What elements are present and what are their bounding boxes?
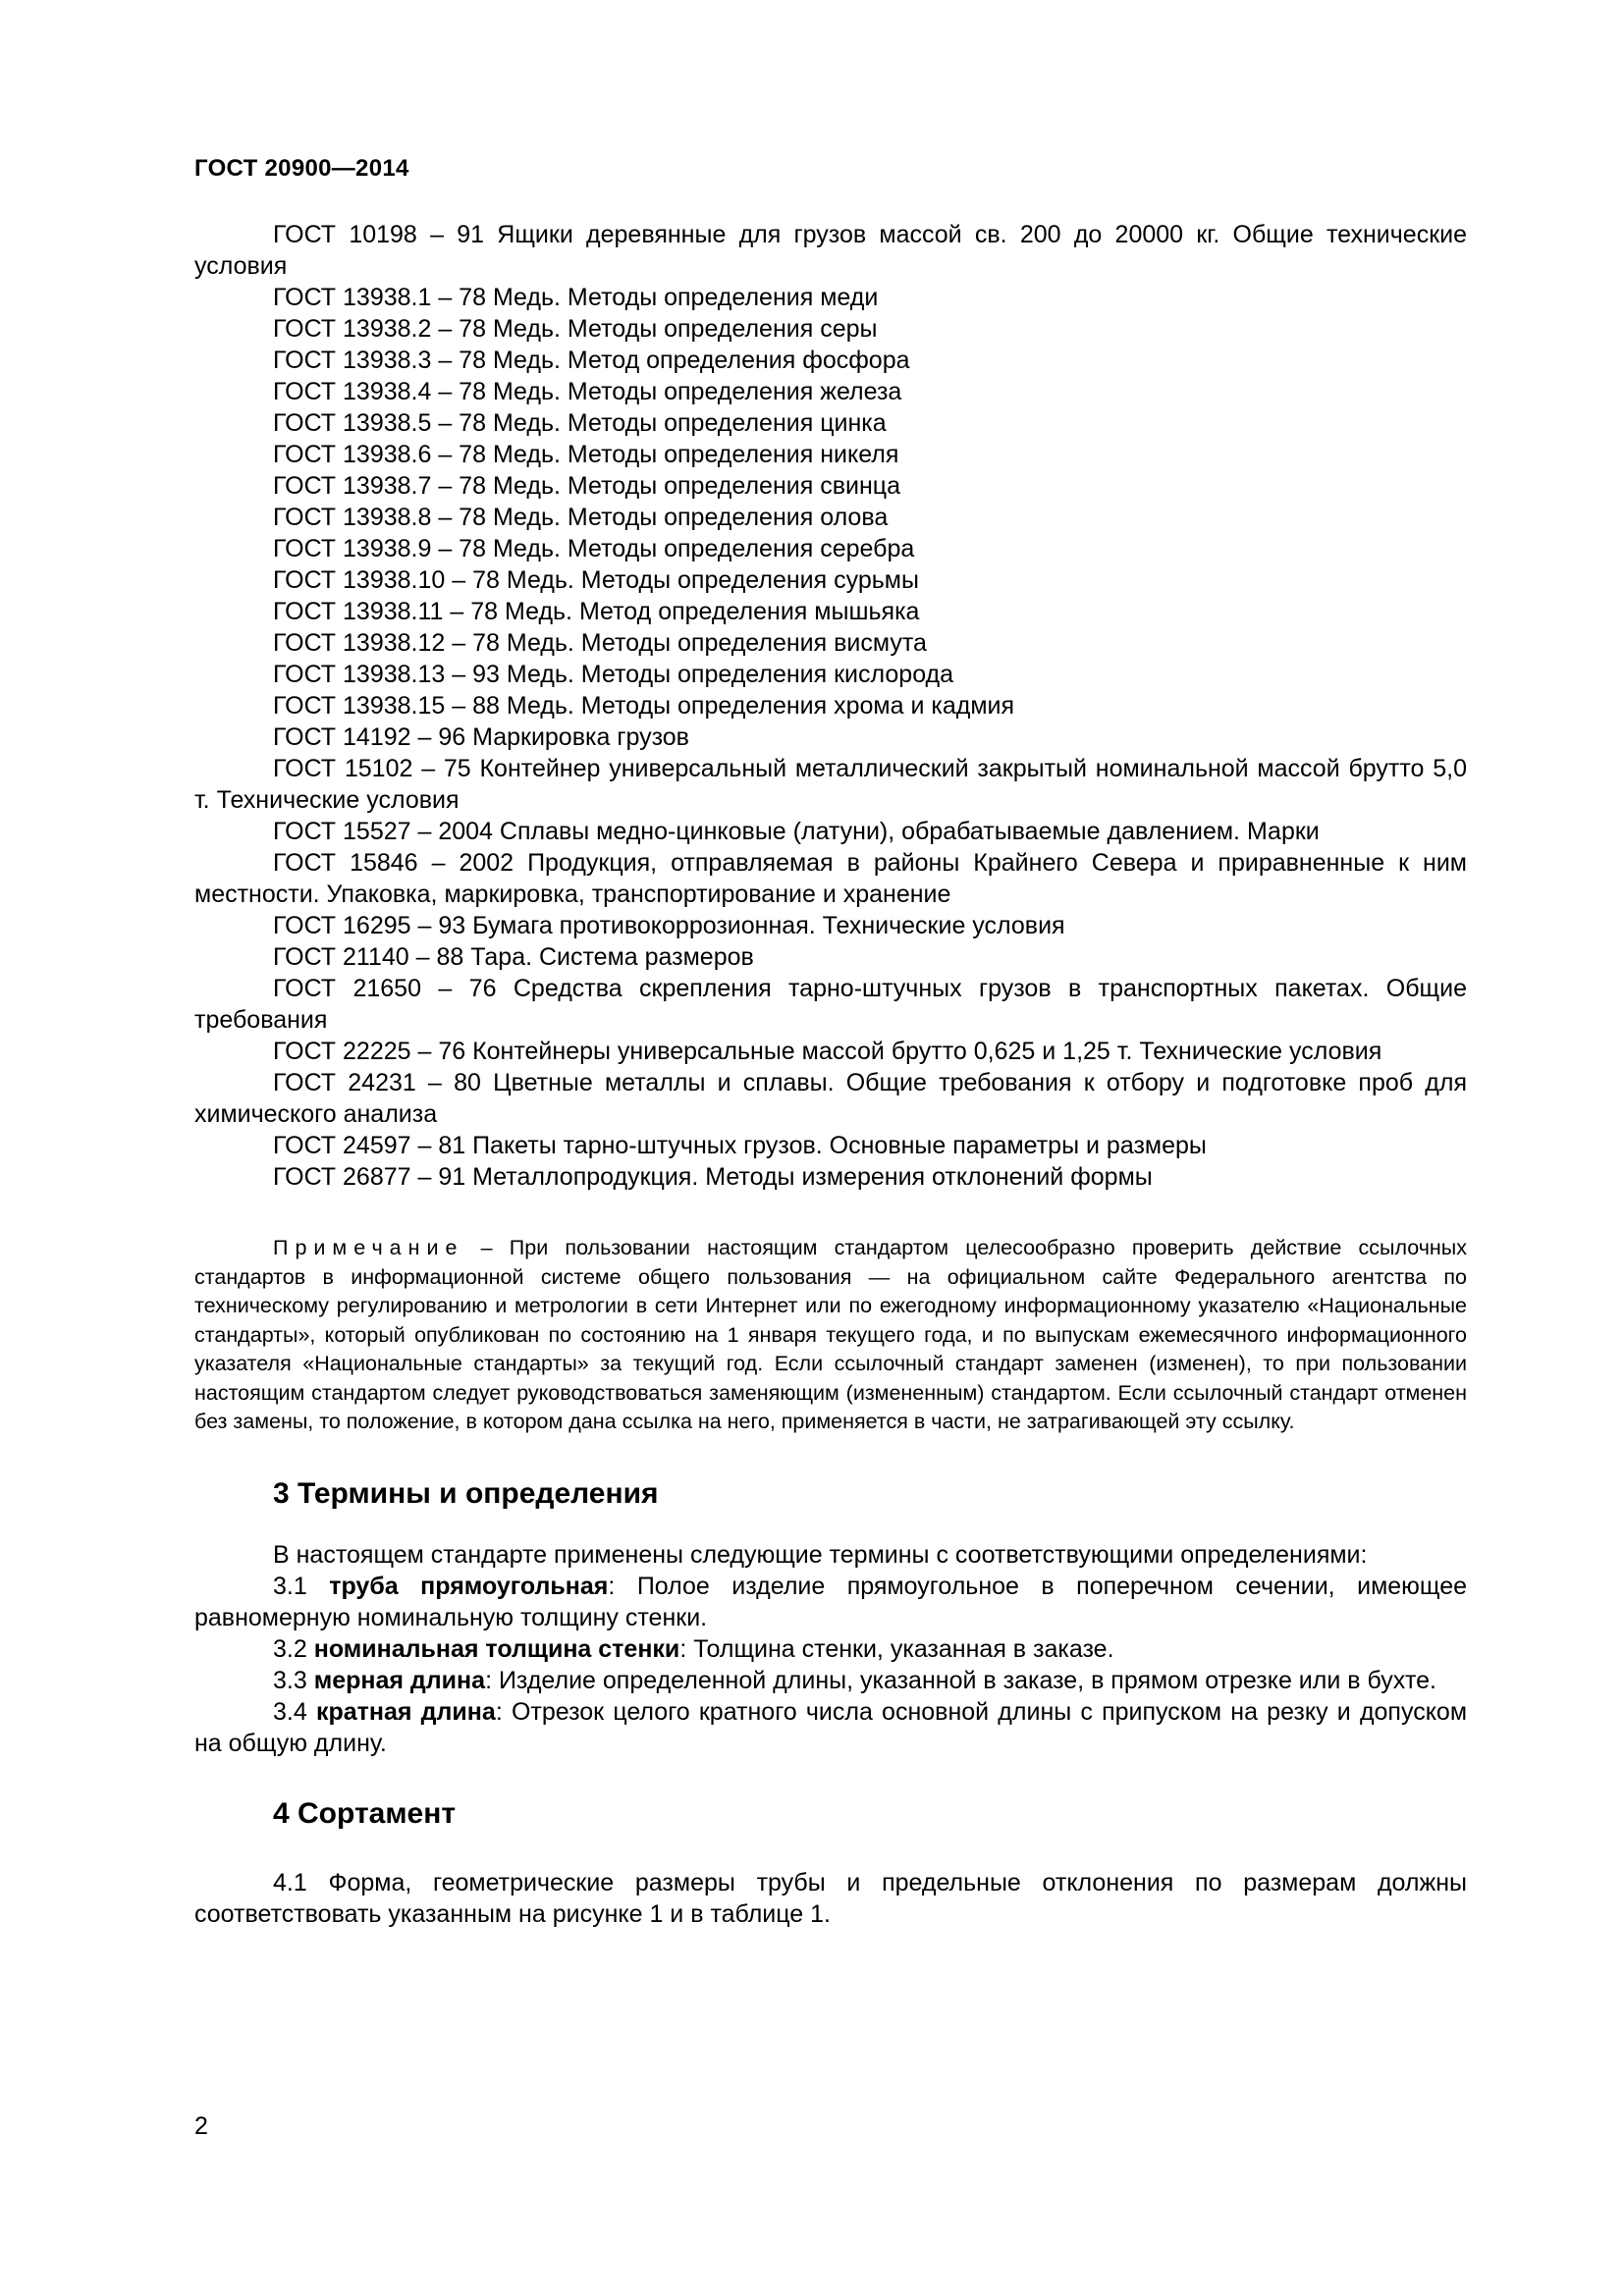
reference-item: ГОСТ 24597 – 81 Пакеты тарно-штучных грузов. Основные параметры и размеры: [273, 1132, 1207, 1159]
terms-section-title: 3 Термины и определения: [273, 1476, 659, 1510]
term-definition: : Изделие определенной длины, указанной в заказе, в прямом отрезке или в бухте.: [485, 1666, 1437, 1694]
reference-item: ГОСТ 13938.9 – 78 Медь. Методы определения серебра: [273, 535, 915, 562]
note-label: Примечание: [273, 1236, 464, 1259]
term-item: [194, 1571, 1467, 1633]
reference-item: ГОСТ 15846 – 2002 Продукция, отправляемая в районы Крайнего Севера и приравненные к ним местности. Упаковка, маркировка, транспортирование и хранение: [194, 849, 1467, 908]
reference-item: ГОСТ 13938.13 – 93 Медь. Методы определения кислорода: [273, 661, 954, 688]
reference-item: ГОСТ 24231 – 80 Цветные металлы и сплавы. Общие требования к отбору и подготовке проб для химического анализа: [194, 1069, 1467, 1128]
reference-item: ГОСТ 13938.8 – 78 Медь. Методы определения олова: [273, 504, 889, 531]
terms-section: [194, 1539, 1467, 1759]
term-number: 3.2: [273, 1634, 307, 1663]
term-item: [194, 1665, 1467, 1696]
reference-item: ГОСТ 13938.6 – 78 Медь. Методы определения никеля: [273, 441, 899, 468]
reference-item: ГОСТ 26877 – 91 Металлопродукция. Методы измерения отклонений формы: [273, 1163, 1153, 1191]
reference-item: ГОСТ 21650 – 76 Средства скрепления тарно-штучных грузов в транспортных пакетах. Общие требования: [194, 975, 1467, 1034]
note-text: – При пользовании настоящим стандартом целесообразно проверить действие ссылочных стандартов в информационной системе общего пользования — на официальном сайте Федерального агентства по техническому регулированию и метрологии в сети Интернет или по ежегодному информационному указателю «Национальные стандарты», который опубликован по состоянию на 1 января текущего года, и по выпускам ежемесячного информационного указателя «Национальные стандарты» за текущий год. Если ссылочный стандарт заменен (изменен), то при пользовании настоящим стандартом следует руководствоваться заменяющим (измененным) стандартом. Если ссылочный стандарт отменен без замены, то положение, в котором дана ссылка на него, применяется в части, не затрагивающей эту ссылку.: [194, 1236, 1467, 1433]
reference-item: ГОСТ 13938.4 – 78 Медь. Методы определения железа: [273, 378, 902, 405]
assortment-section-title: 4 Сортамент: [273, 1796, 457, 1830]
assortment-section: [194, 1867, 1467, 1930]
term-number: 3.1: [273, 1572, 307, 1600]
term-definition: : Толщина стенки, указанная в заказе.: [679, 1634, 1114, 1663]
page-content: [194, 219, 1467, 1930]
reference-item: ГОСТ 15102 – 75 Контейнер универсальный металлический закрытый номинальной массой брутто 5,0 т. Технические условия: [194, 755, 1467, 814]
reference-item: ГОСТ 14192 – 96 Маркировка грузов: [273, 723, 689, 751]
reference-item: ГОСТ 21140 – 88 Тара. Система размеров: [273, 943, 754, 971]
normative-references-list: [194, 219, 1467, 1193]
term-definition: : Полое изделие прямоугольное в поперечном сечении, имеющее равномерную номинальную толщину стенки.: [194, 1572, 1468, 1631]
reference-item: ГОСТ 13938.2 – 78 Медь. Методы определения серы: [273, 315, 878, 343]
term-item: [194, 1633, 1467, 1665]
reference-item: ГОСТ 15527 – 2004 Сплавы медно-цинковые (латуни), обрабатываемые давлением. Марки: [273, 818, 1320, 845]
reference-item: ГОСТ 13938.12 – 78 Медь. Методы определения висмута: [273, 629, 927, 657]
document-code-header: ГОСТ 20900—2014: [194, 155, 409, 182]
reference-item: ГОСТ 13938.15 – 88 Медь. Методы определения хрома и кадмия: [273, 692, 1015, 720]
term-name: кратная длина: [315, 1697, 496, 1726]
terms-intro: В настоящем стандарте применены следующие термины с соответствующими определениями:: [273, 1540, 1368, 1569]
reference-item: ГОСТ 13938.10 – 78 Медь. Методы определения сурьмы: [273, 566, 919, 594]
term-definition: : Отрезок целого кратного числа основной длины с припуском на резку и допуском на общую длину.: [194, 1697, 1468, 1757]
reference-item: ГОСТ 13938.7 – 78 Медь. Методы определения свинца: [273, 472, 900, 500]
reference-item: ГОСТ 13938.11 – 78 Медь. Метод определения мышьяка: [273, 598, 920, 625]
term-name: мерная длина: [313, 1666, 486, 1694]
assortment-text: 4.1 Форма, геометрические размеры трубы и предельные отклонения по размерам должны соответствовать указанным на рисунке 1 и в таблице 1.: [194, 1868, 1467, 1928]
term-item: [194, 1696, 1467, 1759]
term-name: номинальная толщина стенки: [313, 1634, 680, 1663]
reference-item: ГОСТ 13938.1 – 78 Медь. Методы определения меди: [273, 284, 879, 311]
reference-item: ГОСТ 10198 – 91 Ящики деревянные для грузов массой св. 200 до 20000 кг. Общие технические условия: [194, 221, 1467, 280]
term-number: 3.3: [273, 1666, 307, 1694]
references-note: [194, 1234, 1467, 1437]
term-name: труба прямоугольная: [329, 1572, 609, 1600]
reference-item: ГОСТ 13938.3 – 78 Медь. Метод определения фосфора: [273, 347, 910, 374]
reference-item: ГОСТ 16295 – 93 Бумага противокоррозионная. Технические условия: [273, 912, 1065, 939]
page-number: 2: [194, 2112, 208, 2140]
reference-item: ГОСТ 13938.5 – 78 Медь. Методы определения цинка: [273, 409, 887, 437]
reference-item: ГОСТ 22225 – 76 Контейнеры универсальные массой брутто 0,625 и 1,25 т. Технические условия: [273, 1038, 1382, 1065]
term-number: 3.4: [273, 1697, 307, 1726]
